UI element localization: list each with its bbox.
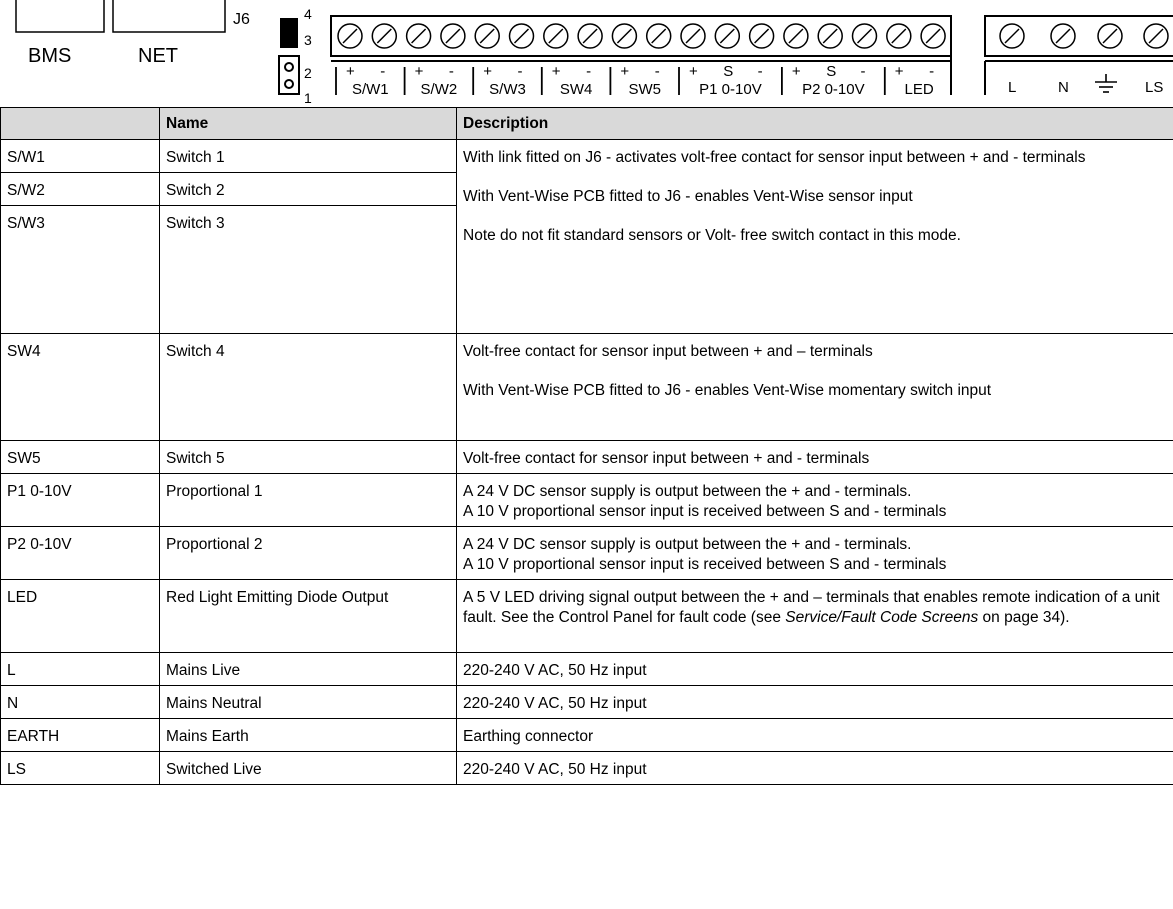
description-text: With Vent-Wise PCB fitted to J6 - enables Vent-Wise momentary switch input [463,382,992,399]
terminal-screw [921,24,945,48]
terminal-screw [578,24,602,48]
terminal-screw [750,24,774,48]
table-header-row [1,108,1173,140]
table-row [1,527,1173,580]
row-description: Volt-free contact for sensor input between + and - terminals [457,441,1173,474]
terminal-polarity-label: - [586,63,592,80]
terminal-group-label: SW5 [628,81,661,98]
row-code: SW4 [1,334,160,441]
row-name: Mains Live [160,653,457,686]
row-name: Switch 3 [160,206,457,334]
terminal-screw [647,24,671,48]
terminal-group-label: LED [904,81,934,98]
table-row [1,474,1173,527]
earth-ground-symbol [1095,74,1117,92]
row-description: 220-240 V AC, 50 Hz input [457,653,1173,686]
table-row [1,653,1173,686]
terminal-screw [544,24,568,48]
mains-label-ls: LS [1145,79,1164,96]
terminal-group-label: P1 0-10V [699,81,762,98]
terminal-screw [715,24,739,48]
row-description [457,140,1173,334]
terminal-screw [407,24,431,48]
header-name: Name [160,108,457,140]
row-description [457,580,1173,653]
signal-terminal-screws [338,24,945,48]
mains-label-l: L [1008,79,1017,96]
terminal-screw [853,24,877,48]
header-code [1,108,160,140]
j6-label: J6 [233,11,250,28]
row-code: P2 0-10V [1,527,160,580]
description-text: on page 34). [978,609,1070,626]
description-text: Volt-free contact for sensor input between + and – terminals [463,343,873,360]
description-text: A 24 V DC sensor supply is output between the + and - terminals. [463,536,912,553]
row-name: Red Light Emitting Diode Output [160,580,457,653]
terminal-diagram-svg [0,0,1173,107]
row-name: Switch 2 [160,173,457,206]
mains-terminal-screw [1000,24,1024,48]
terminal-polarity-label: + [791,63,801,80]
terminal-polarity-label: - [448,63,454,80]
table-row [1,334,1173,441]
row-name: Proportional 2 [160,527,457,580]
table-row [1,140,1173,173]
row-code: S/W2 [1,173,160,206]
terminal-screw [887,24,911,48]
terminal-polarity-label: - [380,63,386,80]
description-text: With link fitted on J6 - activates volt-free contact for sensor input between + and - terminals [463,149,1086,166]
terminal-polarity-label: + [894,63,904,80]
row-name: Mains Neutral [160,686,457,719]
table-row [1,719,1173,752]
terminal-polarity-label: + [620,63,630,80]
terminal-screw [475,24,499,48]
terminal-group-label: SW4 [559,81,593,98]
row-name: Proportional 1 [160,474,457,527]
net-connector [113,0,225,32]
row-description [457,474,1173,527]
row-code: LED [1,580,160,653]
row-code: S/W1 [1,140,160,173]
cross-reference-link[interactable]: Service/Fault Code Screens [785,609,979,626]
table-row [1,686,1173,719]
j6-pin-4: 4 [304,6,312,22]
row-code: SW5 [1,441,160,474]
terminal-polarity-label: - [757,63,763,80]
terminal-group-label: S/W2 [420,81,458,98]
j6-jumper [279,18,299,94]
row-description [457,334,1173,441]
description-text: A 24 V DC sensor supply is output between the + and - terminals. [463,483,912,500]
header-description: Description [457,108,1173,140]
net-label: NET [138,45,178,67]
terminal-polarity-label: S [826,63,837,80]
row-code: N [1,686,160,719]
mains-terminal-screw [1098,24,1122,48]
row-code: L [1,653,160,686]
terminal-screw [441,24,465,48]
row-name: Mains Earth [160,719,457,752]
terminal-polarity-label: + [414,63,424,80]
row-name: Switched Live [160,752,457,785]
terminal-screw [510,24,534,48]
table-row [1,580,1173,653]
description-text: A 10 V proportional sensor input is received between S and - terminals [463,503,947,520]
terminal-group-label: S/W1 [351,81,389,98]
bms-connector [16,0,104,32]
terminal-group-label: S/W3 [489,81,526,98]
terminal-screw [612,24,636,48]
table-row [1,441,1173,474]
terminal-screw [681,24,705,48]
j6-pin-3: 3 [304,32,312,48]
row-name: Switch 4 [160,334,457,441]
terminal-spec-table [0,107,1173,785]
row-name: Switch 5 [160,441,457,474]
mains-terminal-screws [1000,24,1168,48]
row-description: 220-240 V AC, 50 Hz input [457,752,1173,785]
mains-terminal-screw [1144,24,1168,48]
description-text: A 5 V LED driving signal output between the + and – terminals that enables remote indication of a unit fault. See the Control Panel for fault code (see [463,589,1160,626]
terminal-polarity-label: S [723,63,734,80]
j6-pin-2: 2 [304,65,312,81]
bms-label: BMS [28,45,72,67]
terminal-screw [818,24,842,48]
table-row [1,752,1173,785]
row-description: Earthing connector [457,719,1173,752]
terminal-polarity-label: + [689,63,698,80]
terminal-screw [338,24,362,48]
j6-pin-1: 1 [304,90,312,106]
terminal-group-label: P2 0-10V [802,81,865,98]
row-code: EARTH [1,719,160,752]
row-code: P1 0-10V [1,474,160,527]
terminal-screw [784,24,808,48]
terminal-polarity-label: - [929,63,935,80]
terminal-screw [372,24,396,48]
signal-terminal-labels [336,63,934,98]
terminal-polarity-label: - [654,63,660,80]
terminal-polarity-label: + [551,63,561,80]
terminal-polarity-label: - [517,63,523,80]
terminal-polarity-label: + [346,63,355,80]
row-description: 220-240 V AC, 50 Hz input [457,686,1173,719]
description-text: Note do not fit standard sensors or Volt- free switch contact in this mode. [463,227,961,244]
row-name: Switch 1 [160,140,457,173]
row-code: LS [1,752,160,785]
row-code: S/W3 [1,206,160,334]
description-text: With Vent-Wise PCB fitted to J6 - enables Vent-Wise sensor input [463,188,913,205]
mains-label-n: N [1058,79,1069,96]
terminal-polarity-label: + [483,63,492,80]
mains-terminal-screw [1051,24,1075,48]
description-text: A 10 V proportional sensor input is received between S and - terminals [463,556,947,573]
row-description [457,527,1173,580]
terminal-diagram [0,0,1173,107]
terminal-polarity-label: - [860,63,866,80]
